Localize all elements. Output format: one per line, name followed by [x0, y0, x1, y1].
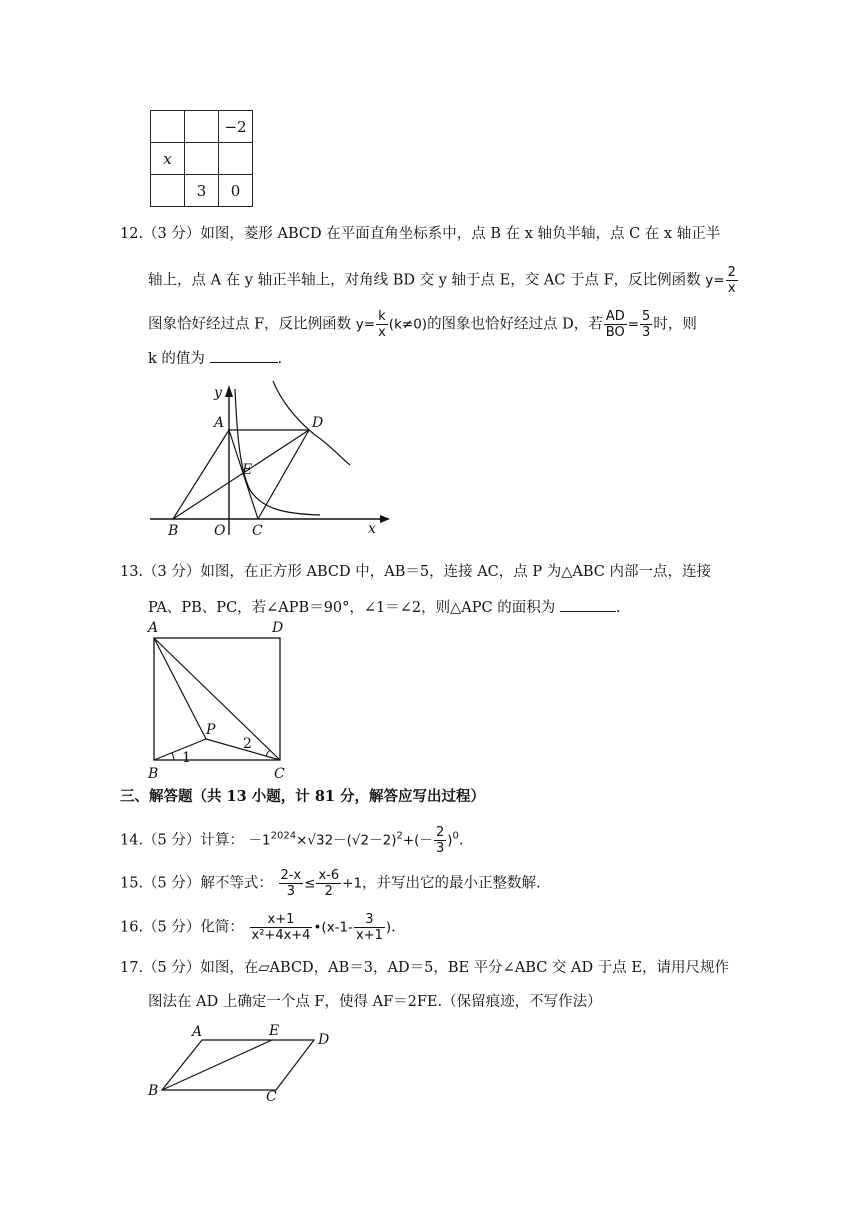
q12-func2-lhs: y= [355, 316, 376, 333]
q12-ratio-val-den: 3 [642, 325, 651, 340]
grid-cell: 0 [219, 175, 253, 207]
q15-suffix: ，并写出它的最小正整数解. [362, 875, 541, 892]
q14-exp3: 0 [452, 830, 459, 842]
diagonal-bd [173, 430, 309, 519]
q12-func2-den: x [378, 325, 386, 340]
side-ba [173, 430, 229, 519]
q16-paren-a: (x-1- [321, 919, 354, 936]
segment-pa [154, 638, 206, 739]
q13-answer-blank[interactable] [560, 597, 616, 612]
q12-line1: 12.（3 分）如图，菱形 ABCD 在平面直角坐标系中，点 B 在 x 轴负半轴，点 C 在 x 轴正半 [120, 226, 721, 242]
q16-prefix: 16.（5 分）化简： [120, 919, 244, 936]
label-y: y [214, 385, 222, 401]
q15-lhs-frac [279, 868, 304, 899]
grid-cell [219, 143, 253, 175]
q14-frac [434, 825, 446, 856]
q12-line3-text-c: 时，则 [653, 316, 697, 333]
label-b: B [148, 1083, 159, 1099]
label-angle-2: 2 [243, 736, 252, 752]
q12-line3-text-a: 图象恰好经过点 F，反比例函数 [148, 316, 352, 333]
q12-func2-num: k [376, 309, 388, 325]
q16-frac2 [354, 912, 385, 943]
q15-relation: ≤ [304, 875, 316, 892]
q12-func1-lhs: y= [705, 272, 725, 289]
label-c: C [274, 766, 285, 782]
q14-prefix: 14.（5 分）计算： [120, 832, 244, 849]
q14-expr-b: ×√32－(√2－2) [296, 832, 397, 849]
number-grid [150, 110, 253, 207]
q15-lhs-den: 3 [286, 884, 295, 899]
grid-cell [185, 143, 219, 175]
label-d: D [272, 620, 284, 636]
q17-line1: 17.（5 分）如图，在▱ABCD，AB＝3，AD＝5，BE 平分∠ABC 交 AD 于点 E，请用尺规作 [120, 960, 729, 976]
label-c: C [266, 1089, 277, 1105]
label-b: B [168, 523, 179, 539]
q16-paren-b: ) [385, 919, 392, 936]
q12-figure [140, 375, 400, 545]
q12-answer-blank[interactable] [210, 348, 278, 363]
label-a: A [148, 620, 159, 636]
q15-line [120, 868, 541, 899]
q14-expr-c: +(－ [402, 832, 433, 849]
parallelogram-abcd [162, 1040, 314, 1090]
grid-cell [151, 175, 185, 207]
grid-cell [185, 111, 219, 143]
grid-cell: x [151, 143, 185, 175]
q14-exp1: 2024 [270, 830, 297, 842]
label-c: C [252, 523, 263, 539]
q14-expr-a: －1 [248, 832, 271, 849]
q12-ratio-value [640, 309, 652, 340]
q12-func2-cond: (k≠0) [388, 316, 428, 333]
label-p: P [206, 722, 216, 738]
segment-be [162, 1040, 272, 1090]
q14-end: . [458, 832, 464, 849]
label-e: E [242, 462, 253, 478]
x-axis-arrow [380, 515, 390, 523]
q13-line1: 13.（3 分）如图，在正方形 ABCD 中，AB＝5，连接 AC，点 P 为△ABC 内部一点，连接 [120, 564, 711, 580]
q12-ratio-eq: = [627, 316, 640, 333]
section-3-heading: 三、解答题（共 13 小题，计 81 分，解答应写出过程） [120, 788, 486, 805]
q12-func2-frac [376, 309, 388, 340]
label-b: B [148, 766, 159, 782]
label-o: O [214, 523, 226, 539]
q15-rhs-tail: +1 [342, 875, 363, 892]
q12-func1-num: 2 [727, 265, 736, 280]
q12-ratio-num: AD [604, 309, 627, 325]
q17-figure [140, 1020, 350, 1105]
q16-dot: • [313, 919, 322, 936]
q12-line2-text: 轴上，点 A 在 y 轴正半轴上，对角线 BD 交 y 轴于点 E，交 AC 于点 F，反比例函数 [148, 272, 701, 289]
q12-ratio-val-num: 5 [642, 309, 651, 324]
label-a: A [192, 1024, 203, 1040]
q12-func1-frac [726, 265, 738, 296]
q14-line [120, 825, 463, 856]
grid-cell: 3 [185, 175, 219, 207]
grid-cell [151, 111, 185, 143]
label-e: E [269, 1023, 280, 1039]
q12-line4 [148, 348, 282, 369]
q14-exp2: 2 [396, 830, 403, 842]
q16-frac1 [250, 912, 313, 943]
label-angle-1: 1 [182, 750, 191, 766]
q15-rhs-frac [316, 868, 341, 899]
q15-rhs-den: 2 [324, 884, 333, 899]
q16-f2-den: x+1 [356, 928, 383, 943]
q12-func1-den: x [727, 281, 736, 296]
angle-2-arc [266, 750, 270, 756]
q12-line2 [148, 265, 739, 296]
side-dc [258, 430, 309, 519]
q15-prefix: 15.（5 分）解不等式： [120, 875, 273, 892]
q16-line [120, 912, 396, 943]
q14-frac-den: 3 [435, 841, 445, 856]
q12-line4-end: . [277, 351, 283, 367]
q13-line2-text: PA、PB、PC，若∠APB＝90°，∠1＝∠2，则△APC 的面积为 [148, 600, 556, 616]
q16-f1-den: x²+4x+4 [251, 928, 311, 943]
q13-figure [140, 618, 300, 783]
q14-expr-d: ) [447, 832, 453, 849]
q17-line2: 图法在 AD 上确定一个点 F，使得 AF＝2FE.（保留痕迹，不写作法） [148, 994, 602, 1010]
q15-rhs-num: x-6 [318, 868, 340, 883]
angle-1-arc [172, 753, 174, 760]
q13-line2 [148, 597, 620, 618]
q14-frac-num: 2 [435, 825, 445, 840]
q12-ratio [604, 309, 627, 340]
q16-end: . [391, 919, 396, 936]
label-x: x [368, 521, 376, 537]
q12-line4-text: k 的值为 [148, 351, 205, 367]
q12-line3 [148, 309, 697, 340]
q16-f1-num: x+1 [250, 912, 313, 928]
hyperbola-2-over-x [235, 389, 320, 515]
q13-line2-end: . [615, 600, 621, 616]
segment-pb [154, 739, 206, 760]
q12-ratio-den: BO [605, 325, 625, 340]
label-d: D [312, 415, 324, 431]
q12-line3-text-b: 的图象也恰好经过点 D，若 [427, 316, 603, 333]
q16-f2-num: 3 [354, 912, 385, 928]
grid-cell: −2 [219, 111, 253, 143]
label-a: A [214, 415, 225, 431]
q15-lhs-num: 2-x [280, 868, 302, 883]
y-axis-arrow [225, 385, 233, 397]
label-d: D [318, 1032, 330, 1048]
